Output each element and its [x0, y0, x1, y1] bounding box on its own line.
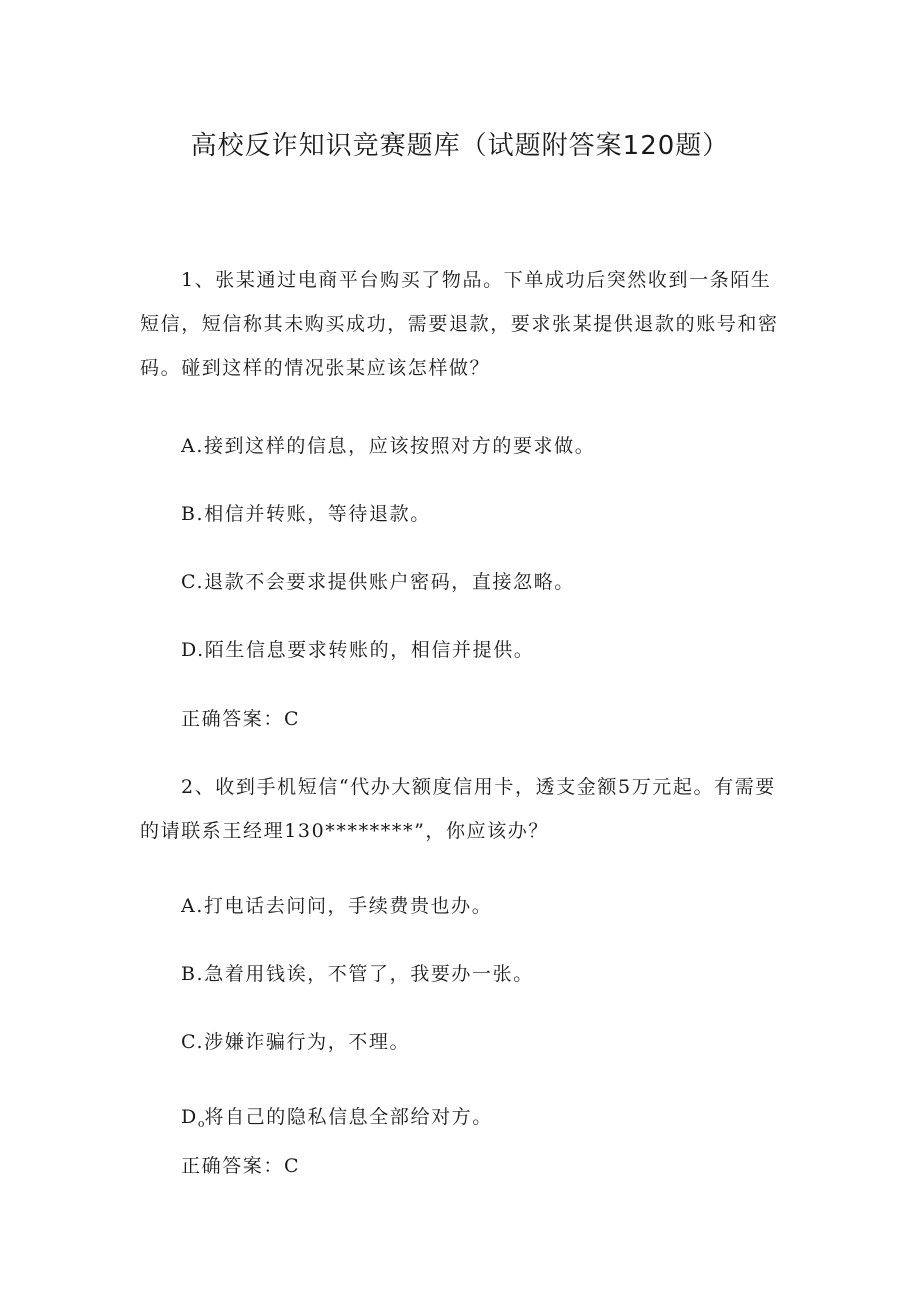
question-2-option-d — [181, 1095, 829, 1146]
question-1-option-c: C.退款不会要求提供账户密码，直接忽略。 — [181, 571, 575, 593]
question-1-stem: 1、张某通过电商平台购买了物品。下单成功后突然收到一条陌生短信，短信称其未购买成功，需要退款，要求张某提供退款的账号和密码。碰到这样的情况张某应该怎样做？ — [140, 269, 779, 379]
question-2-option-d-mark: o — [197, 1117, 205, 1130]
question-1-option-d: D.陌生信息要求转账的，相信并提供。 — [181, 639, 535, 661]
question-2-option-a: A.打电话去问问，手续费贵也办。 — [181, 895, 493, 917]
question-2-option-d-text: 将自己的隐私信息全部给对方。 — [204, 1106, 493, 1128]
question-2-option-c: C.涉嫌诈骗行为，不理。 — [181, 1031, 411, 1053]
document-title: 高校反诈知识竞赛题库（试题附答案120题） — [190, 131, 730, 161]
question-2-stem: 2、收到手机短信“代办大额度信用卡，透支金额5万元起。有需要的请联系王经理130********”，你应该办？ — [140, 776, 776, 842]
question-1-option-b: B.相信并转账，等待退款。 — [181, 503, 431, 525]
question-1-answer: 正确答案：C — [181, 708, 301, 730]
question-2-option-d-letter: D — [181, 1106, 198, 1128]
question-2-option-b: B.急着用钱诶，不管了，我要办一张。 — [181, 963, 534, 985]
question-1-option-a: A.接到这样的信息，应该按照对方的要求做。 — [181, 435, 596, 457]
question-2-answer: 正确答案：C — [181, 1155, 301, 1177]
